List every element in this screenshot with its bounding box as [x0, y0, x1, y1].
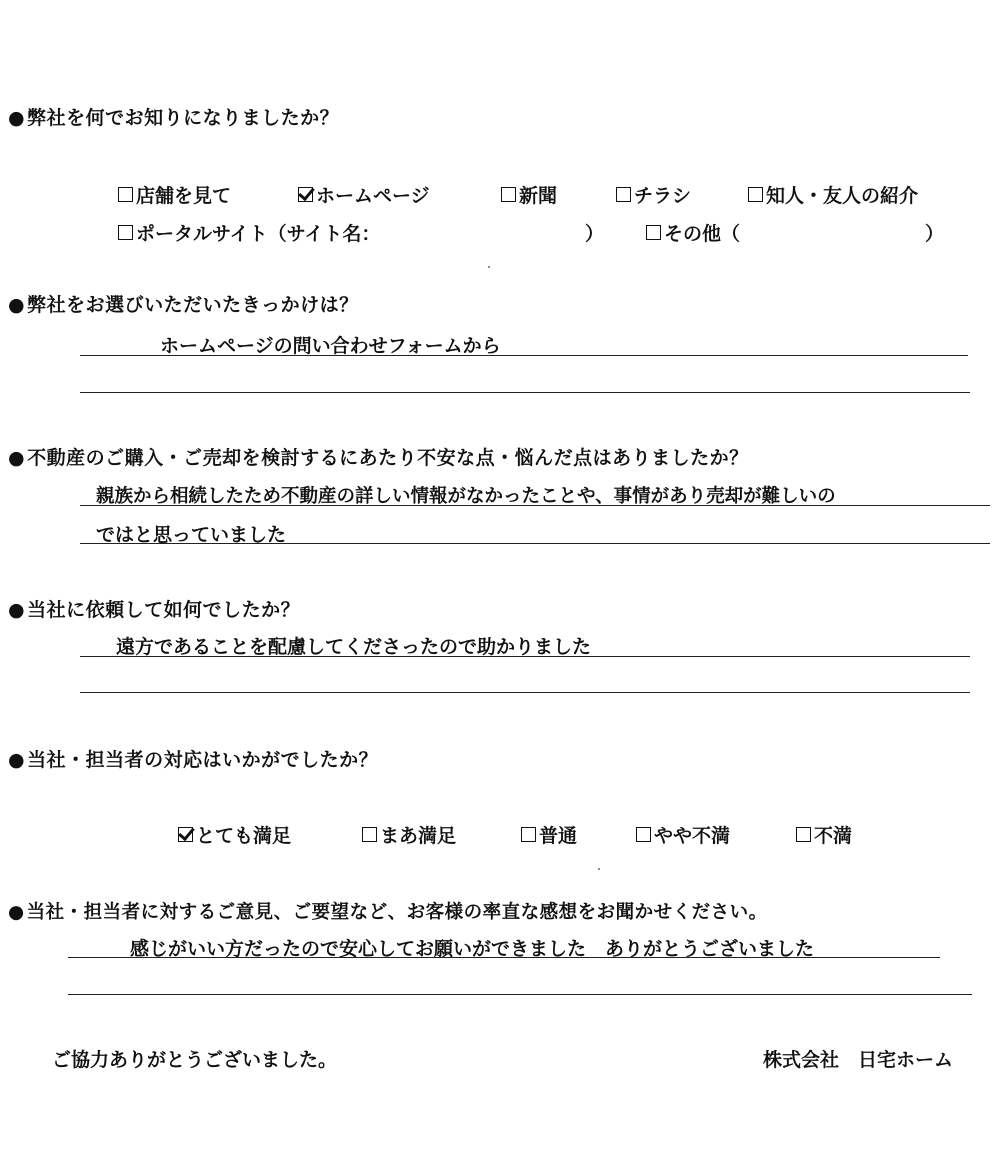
option-label: 新聞: [519, 185, 558, 207]
checkbox-icon[interactable]: [118, 187, 133, 202]
checkbox-icon[interactable]: [118, 225, 133, 240]
option-label: まあ満足: [380, 825, 457, 847]
other-close-paren: ）: [925, 223, 945, 245]
answer-line: [80, 656, 970, 657]
portal-close-paren: ）: [585, 223, 605, 245]
answer-line: [68, 994, 972, 995]
answer-3-line-2: ではと思っていました: [96, 524, 287, 546]
checkbox-icon[interactable]: [362, 827, 377, 842]
answer-line: [80, 692, 970, 693]
option-label: やや不満: [654, 825, 731, 847]
option-store[interactable]: [118, 181, 231, 208]
answer-line: [68, 957, 940, 958]
answer-3-line-1: 親族から相続したため不動産の詳しい情報がなかったことや、事情があり売却が難しいの: [96, 486, 836, 507]
option-portal[interactable]: [118, 219, 380, 246]
answer-6-line-1: 感じがいい方だったので安心してお願いができました ありがとうございました: [130, 938, 815, 960]
option-label: チラシ: [634, 185, 692, 207]
bullet-icon: ●: [8, 599, 26, 621]
option-label: その他（: [664, 223, 741, 245]
option-dissatisfied[interactable]: [796, 821, 852, 848]
option-newspaper[interactable]: [501, 181, 557, 208]
bullet-icon: ●: [8, 294, 26, 316]
option-referral[interactable]: [748, 181, 918, 208]
bullet-icon: ●: [8, 902, 25, 923]
checked-checkbox-icon[interactable]: [178, 827, 193, 842]
checkbox-icon[interactable]: [501, 187, 516, 202]
option-satisfied[interactable]: [362, 821, 456, 848]
answer-line: [80, 355, 968, 356]
option-somewhat-dissatisfied[interactable]: [636, 821, 730, 848]
option-label: 知人・友人の紹介: [766, 185, 919, 207]
question-2-text: 弊社をお選びいただいたきっかけは？: [27, 294, 359, 316]
question-1-text: 弊社を何でお知りになりましたか？: [27, 107, 340, 129]
option-very-satisfied[interactable]: [178, 821, 291, 848]
option-flyer[interactable]: [616, 181, 691, 208]
question-3: [8, 443, 749, 470]
question-1: [8, 103, 339, 130]
question-4: [8, 595, 300, 622]
checkbox-icon[interactable]: [616, 187, 631, 202]
answer-line: [80, 505, 990, 506]
question-3-text: 不動産のご購入・ご売却を検討するにあたり不安な点・悩んだ点はありましたか？: [27, 447, 749, 469]
option-label: ホームページ: [316, 185, 430, 207]
answer-line: [80, 543, 990, 544]
question-2: [8, 290, 359, 317]
bullet-icon: ●: [8, 107, 26, 129]
answer-2-line-1: ホームページの問い合わせフォームから: [160, 335, 501, 357]
question-6-text: 当社・担当者に対するご意見、ご要望など、お客様の率直な感想をお聞かせください。: [26, 902, 768, 923]
option-label: 店舗を見て: [136, 185, 232, 207]
question-6: [8, 898, 768, 924]
question-5: [8, 745, 378, 772]
bullet-icon: ●: [8, 447, 26, 469]
option-homepage[interactable]: [298, 181, 430, 208]
option-label: ポータルサイト（サイト名：: [136, 223, 381, 245]
speck: [598, 868, 600, 870]
option-neutral[interactable]: [521, 821, 577, 848]
option-label: 不満: [814, 825, 853, 847]
checkbox-icon[interactable]: [636, 827, 651, 842]
answer-line: [80, 392, 970, 393]
checkbox-icon[interactable]: [748, 187, 763, 202]
checkbox-icon[interactable]: [521, 827, 536, 842]
footer-thanks: ご協力ありがとうございました。: [52, 1049, 338, 1071]
speck: [488, 266, 490, 268]
question-5-text: 当社・担当者の対応はいかがでしたか？: [27, 749, 379, 771]
question-4-text: 当社に依頼して如何でしたか？: [27, 599, 301, 621]
checked-checkbox-icon[interactable]: [298, 187, 313, 202]
option-other[interactable]: [646, 219, 740, 246]
answer-4-line-1: 遠方であることを配慮してくださったので助かりました: [116, 636, 592, 658]
checkbox-icon[interactable]: [796, 827, 811, 842]
option-label: とても満足: [196, 825, 292, 847]
option-label: 普通: [539, 825, 578, 847]
checkbox-icon[interactable]: [646, 225, 661, 240]
bullet-icon: ●: [8, 749, 26, 771]
footer-company: 株式会社 日宅ホーム: [763, 1049, 954, 1071]
